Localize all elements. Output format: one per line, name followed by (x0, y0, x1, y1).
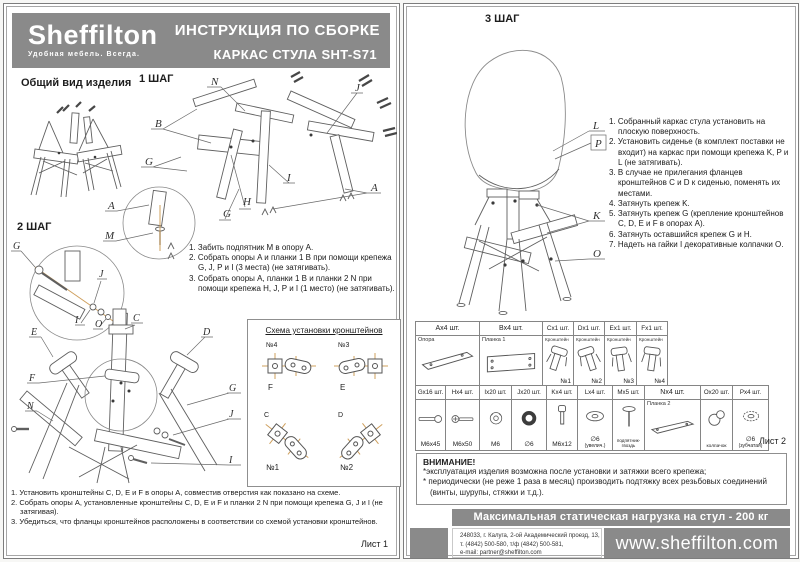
address-line: e-mail: partner@sheffilton.com (460, 550, 542, 557)
part-spec: колпачок (706, 443, 727, 449)
part-qty: Kx4 шт. (547, 386, 577, 400)
part-qty: Jx20 шт. (512, 386, 546, 400)
instruction-line: 5. Затянуть крепеж G (крепление кронштейнов C, D, E и F в опорах A). (609, 209, 784, 229)
part-cell-a (415, 321, 480, 387)
step3-callout-l: L (593, 120, 600, 132)
part-icon-plank-1 (482, 342, 540, 376)
step1-instructions (189, 243, 401, 294)
document-subtitle: КАРКАС СТУЛА SHT-S71 (213, 47, 377, 62)
instruction-line: 7. Надеть на гайки I декоративные колпачки O. (609, 239, 784, 249)
step3-drawing (419, 25, 615, 321)
part-cell-o (700, 385, 733, 451)
part-name: Опора (418, 337, 435, 343)
part-name: Планка 1 (482, 337, 506, 343)
step2-callout-c: C (133, 313, 140, 324)
parts-table-row-2 (416, 385, 769, 451)
instruction-line: 3. В случае не прилегания фланцев кронштейнов C и D к сиденью, поменять их местами. (609, 168, 781, 198)
step2-instructions (11, 488, 398, 526)
part-spec: M6 (490, 441, 501, 449)
part-spec: M6x50 (452, 441, 473, 449)
part-icon-glide-nail (614, 402, 644, 430)
scheme-item-bottom-label: E (340, 383, 346, 392)
warning-box (416, 453, 787, 505)
part-spec: M6x12 (552, 441, 572, 449)
scheme-item-top-label: №3 (338, 342, 350, 349)
part-icon-bolt-m6x45 (416, 406, 445, 432)
step2-callout-f: F (29, 373, 36, 384)
part-spec-sub: (увелич.) (584, 442, 606, 449)
detail-callout-m: M (105, 230, 115, 242)
step1-callout-n: N (211, 76, 219, 88)
part-icon-bracket-2 (576, 344, 602, 374)
part-spec-main: подпятник- (616, 438, 641, 444)
part-name: Планка 2 (647, 401, 671, 407)
part-qty: Nx4 шт. (645, 386, 700, 400)
scheme-item-bottom-label: F (268, 383, 273, 392)
part-icon-screw-m6x12 (547, 402, 577, 432)
step1-callout-a: A (371, 182, 378, 194)
part-cell-m (612, 385, 645, 451)
part-icon-toothed-washer (736, 406, 766, 428)
part-cell-i (479, 385, 512, 451)
address-line: т. (4842) 500-580, т/ф (4842) 500-581, (460, 541, 564, 548)
part-cell-n (644, 385, 701, 451)
scheme-item-d2 (332, 412, 390, 472)
part-qty: Ax4 шт. (416, 322, 479, 336)
part-qty: Fx1 шт. (637, 322, 667, 336)
brand-logo (28, 21, 157, 58)
part-icon-washer (514, 406, 544, 432)
step2-callout-g: G (229, 383, 237, 394)
part-spec-main: ∅6 (590, 435, 600, 443)
step2-callout-j: J (229, 409, 234, 420)
scheme-item-top-label: №4 (266, 342, 278, 349)
step3-callout-k: K (593, 210, 601, 222)
sheet-number-1: Лист 1 (360, 539, 388, 549)
part-cell-j (511, 385, 547, 451)
instruction-sheet-2 (403, 3, 799, 559)
part-qty: Ix20 шт. (480, 386, 511, 400)
warning-line: *эксплуатация изделия возможна после установки и затяжки всего крепежа; (423, 467, 707, 476)
bracket-top-view-icon (332, 349, 390, 383)
brand-header (12, 13, 390, 68)
warning-line: * периодически (не реже 1 раза в месяц) производить подтяжку всех резьбовых соединений (винты, шурупы, стяжки и т.д.). (423, 477, 767, 497)
part-cell-g (415, 385, 446, 451)
instruction-line: 2. Установить сиденье (в комплект поставки не входит) на каркас при помощи крепежа K, P и L (не затягивать). (609, 137, 789, 167)
bracket-top-view-icon (258, 419, 316, 463)
part-qty: Cx1 шт. (543, 322, 573, 336)
part-cell-f (636, 321, 668, 387)
part-number: №1 (560, 378, 571, 385)
bracket-scheme-title: Схема установки кронштейнов (265, 326, 383, 335)
scheme-item-bottom-label: №2 (340, 463, 354, 472)
part-qty: Hx4 шт. (446, 386, 479, 400)
part-icon-plank-2 (648, 414, 698, 436)
part-qty: Lx4 шт. (578, 386, 612, 400)
instruction-line: 6. Затянуть оставшийся крепеж G и H. (609, 229, 752, 239)
instruction-line: 1. Собранный каркас стула установить на плоскую поверхность. (609, 117, 766, 137)
instruction-line: 2. Собрать опоры A, установленные кронштейны C, D, E и F и планки 2 N при помощи крепежа G, J и I (не затягивая). (11, 497, 383, 517)
part-name: Кронштейн (607, 337, 631, 342)
step2-callout-n: N (27, 401, 34, 412)
part-spec-sub: гвоздь (621, 443, 636, 449)
part-qty: Ex1 шт. (605, 322, 636, 336)
part-spec: ∅6 (524, 441, 534, 449)
part-spec-main: ∅6 (745, 435, 756, 443)
part-icon-nut-m6 (481, 406, 511, 432)
part-number: №4 (654, 378, 665, 385)
part-qty: Bx4 шт. (480, 322, 542, 336)
part-icon-bracket-4 (639, 344, 665, 374)
instruction-sheet-1 (3, 3, 400, 559)
scheme-item-c1 (258, 412, 316, 472)
step2-callout-i-detail: I (75, 315, 79, 326)
instruction-line: 4. Затянуть крепеж K. (609, 198, 690, 208)
part-cell-h (445, 385, 480, 451)
instruction-line: 1. Забить подпятник M в опору A. (189, 243, 314, 252)
step1-callout-g2: G (223, 208, 231, 220)
brand-tagline: Удобная мебель. Всегда. (28, 51, 141, 58)
part-cell-k (546, 385, 578, 451)
part-icon-bolt-m6x50 (448, 406, 478, 432)
step1-callout-i: I (287, 172, 291, 184)
step2-callout-e: E (31, 327, 38, 338)
step3-callout-p: P (595, 138, 602, 150)
detail-callout-a: A (108, 200, 115, 212)
bracket-scheme-box (247, 319, 401, 487)
part-icon-cap (702, 406, 732, 430)
part-number: №2 (591, 378, 602, 385)
part-qty: Px4 шт. (733, 386, 768, 400)
sheet-1-frame (6, 6, 397, 556)
scheme-item-top-label: D (338, 412, 344, 419)
brand-name: Sheffilton (28, 20, 158, 50)
max-load-banner: Максимальная статическая нагрузка на стул - 200 кг (452, 509, 790, 526)
instruction-line: 1. Установить кронштейны C, D, E и F в опоры A, совместив отверстия как показано на схеме. (11, 488, 341, 497)
address-line: 248033, г. Калуга, 2-ой Академический проезд, 13, (460, 533, 600, 539)
step1-callout-h: H (243, 196, 251, 208)
instruction-line: 2. Собрать опоры A и планки 1 B при помощи крепежа G, J, P и I (3 места) (не затягивать). (189, 253, 392, 273)
part-cell-l (577, 385, 613, 451)
document-title-block (175, 22, 380, 62)
scheme-item-3e (332, 342, 390, 392)
parts-table-row-1 (416, 321, 668, 387)
sheet-2-frame (406, 6, 796, 556)
step3-callout-o: O (593, 248, 601, 260)
part-icon-washer-large (580, 406, 610, 428)
overall-view-label: Общий вид изделия (21, 77, 132, 89)
step1-callout-b: B (155, 118, 162, 130)
part-qty: Ox20 шт. (701, 386, 732, 400)
scheme-item-bottom-label: №1 (266, 463, 280, 472)
company-address (452, 528, 602, 558)
step2-callout-j-detail: J (99, 269, 104, 280)
step2-callout-d: D (203, 327, 211, 338)
scheme-item-4f (260, 342, 318, 392)
document-title: ИНСТРУКЦИЯ ПО СБОРКЕ (174, 22, 380, 39)
website-banner: www.sheffilton.com (604, 528, 790, 558)
part-cell-c (542, 321, 574, 387)
step1-callout-j: J (355, 82, 360, 94)
part-icon-bracket-3 (608, 344, 634, 374)
sheet-number-2: Лист 2 (759, 436, 787, 446)
warning-title: ВНИМАНИЕ! (423, 457, 476, 467)
part-qty: Gx16 шт. (416, 386, 445, 400)
bracket-top-view-icon (260, 349, 318, 383)
part-spec (578, 437, 612, 449)
part-qty: Mx5 шт. (613, 386, 644, 400)
step2-callout-g-detail: G (13, 241, 21, 252)
part-icon-bracket-1 (545, 344, 571, 374)
footer-logo-square (410, 528, 448, 558)
instruction-line: 3. Собрать опоры A, планки 1 B и планки 2 N при помощи крепежа H, J, P и I (1 место) (не затягивать). (189, 273, 395, 293)
part-spec-sub: (зубчатая) (738, 442, 763, 449)
part-qty: Dx1 шт. (574, 322, 604, 336)
step2-callout-i: I (229, 455, 233, 466)
part-spec: M6x45 (420, 441, 441, 449)
part-name: Кронштейн (576, 337, 600, 342)
part-name: Кронштейн (545, 337, 569, 342)
part-cell-d (573, 321, 605, 387)
scheme-item-top-label: C (264, 412, 270, 419)
part-name: Кронштейн (639, 337, 663, 342)
part-cell-b (479, 321, 543, 387)
part-number: №3 (623, 378, 634, 385)
instruction-line: 3. Убедиться, что фланцы кронштейнов расположены в соответствии со схемой установки кронштейнов. (11, 516, 378, 526)
step3-instructions (609, 117, 792, 250)
part-icon-leg-plank (419, 342, 477, 376)
bracket-top-view-icon (332, 419, 390, 463)
part-cell-e (604, 321, 637, 387)
step3-label: 3 ШАГ (485, 13, 520, 25)
step1-label: 1 ШАГ (139, 73, 174, 85)
step2-label: 2 ШАГ (17, 221, 52, 233)
step2-callout-o-detail: O (95, 319, 103, 330)
part-spec (613, 439, 644, 449)
step1-callout-g: G (145, 156, 153, 168)
